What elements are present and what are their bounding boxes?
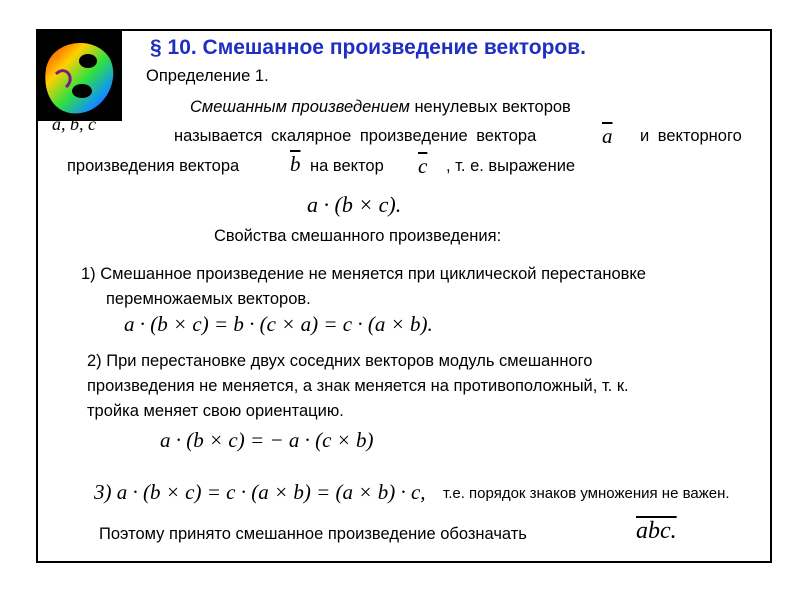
properties-heading: Свойства смешанного произведения: (214, 227, 502, 245)
main-formula: a · (b × c). (307, 192, 402, 217)
vector-a-symbol: $\overline{a}$ (602, 124, 613, 148)
property1-line1: 1) Смешанное произведение не меняется при циклической перестановке (81, 265, 646, 283)
vector-b-symbol: $\overline{b}$ (290, 152, 301, 176)
definition-rest: ненулевых векторов (409, 98, 571, 116)
property3-formula: 3) a · (b × c) = c · (a × b) = (a × b) · c, (94, 480, 426, 504)
definition-line2: называется скалярное произведение вектора (174, 127, 537, 145)
torus-logo-icon (36, 29, 122, 121)
definition-line2-right: и векторного (640, 127, 742, 145)
property2-line1: 2) При перестановке двух соседних векторов модуль смешанного (87, 352, 593, 370)
property1-formula: a · (b × c) = b · (c × a) = c · (a × b). (124, 312, 433, 336)
definition-heading: Определение 1. (146, 67, 269, 85)
definition-line3: произведения вектора (67, 157, 240, 175)
definition-line3-mid: на вектор (310, 157, 384, 175)
page-title: § 10. Смешанное произведение векторов. (150, 36, 586, 59)
vectors-abc: a, b, c (52, 114, 96, 134)
conclusion-formula: abc. (636, 518, 677, 544)
definition-term: Смешанным произведением (190, 98, 410, 116)
conclusion-text: Поэтому принято смешанное произведение обозначать (99, 525, 527, 543)
property2-line2: произведения не меняется, а знак меняется на противоположный, т. к. (87, 377, 629, 395)
property3-note: т.е. порядок знаков умножения не важен. (443, 485, 730, 502)
property2-line3: тройка меняет свою ориентацию. (87, 402, 344, 420)
definition-line3-right: , т. е. выражение (446, 157, 576, 175)
property1-line2: перемножаемых векторов. (106, 290, 311, 308)
property2-formula: a · (b × c) = − a · (c × b) (160, 428, 374, 452)
vector-c-symbol: $\overline{c}$ (418, 154, 428, 178)
definition-line1 (190, 97, 571, 117)
